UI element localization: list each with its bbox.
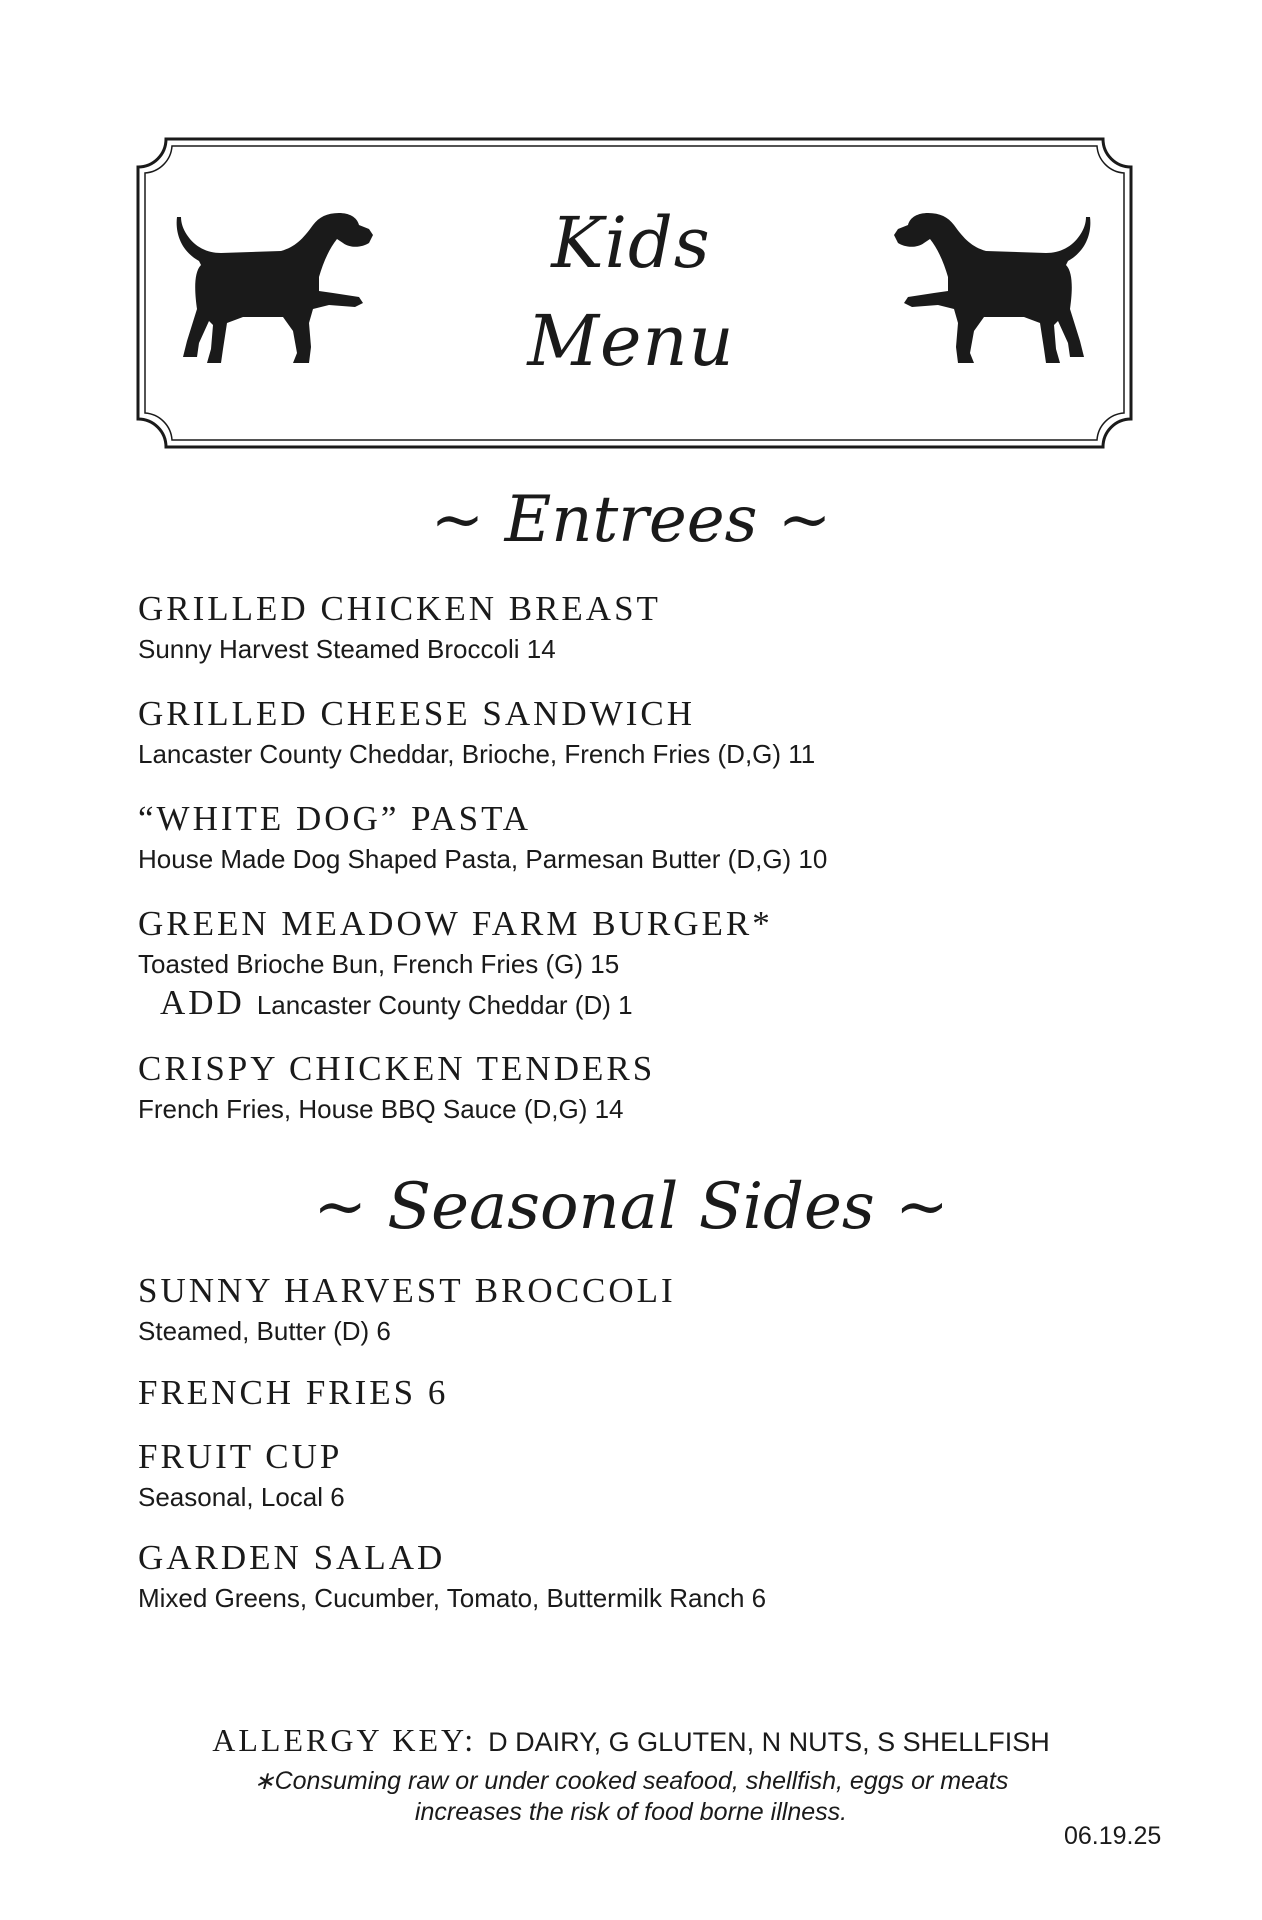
entree-desc: Sunny Harvest Steamed Broccoli 14 — [138, 634, 556, 664]
side-name: FRENCH FRIES 6 — [138, 1373, 449, 1412]
side-name: FRUIT CUP — [138, 1437, 343, 1476]
dog-icon — [173, 213, 383, 368]
entree-desc: Lancaster County Cheddar, Brioche, French Fries (D,G) 11 — [138, 739, 816, 769]
side-desc: Steamed, Butter (D) 6 — [138, 1316, 391, 1346]
entree-name: CRISPY CHICKEN TENDERS — [138, 1049, 656, 1088]
entree-name: “WHITE DOG” PASTA — [138, 799, 531, 838]
menu-date: 06.19.25 — [1064, 1822, 1162, 1850]
entree-desc: Toasted Brioche Bun, French Fries (G) 15 — [138, 949, 620, 979]
entree-desc: French Fries, House BBQ Sauce (D,G) 14 — [138, 1094, 624, 1124]
side-desc: Seasonal, Local 6 — [138, 1482, 345, 1512]
entree-desc: House Made Dog Shaped Pasta, Parmesan Butter (D,G) 10 — [138, 844, 828, 874]
dog-icon — [884, 213, 1094, 368]
add-on-line — [160, 983, 633, 1023]
food-safety-notice: increases the risk of food borne illness. — [414, 1798, 848, 1826]
entree-name: GRILLED CHICKEN BREAST — [138, 589, 661, 628]
menu-title-kids: Kids — [551, 202, 711, 284]
entree-name: GRILLED CHEESE SANDWICH — [138, 694, 696, 733]
allergy-key-text: D DAIRY, G GLUTEN, N NUTS, S SHELLFISH — [488, 1727, 1050, 1757]
side-desc: Mixed Greens, Cucumber, Tomato, Buttermilk Ranch 6 — [138, 1583, 767, 1613]
entree-name: GREEN MEADOW FARM BURGER* — [138, 904, 773, 943]
allergy-key — [0, 1722, 1262, 1759]
add-on-label: ADD — [160, 983, 245, 1022]
sides-heading: ~ Seasonal Sides ~ — [313, 1170, 949, 1244]
allergy-key-label: ALLERGY KEY: — [212, 1722, 477, 1758]
menu-title-menu: Menu — [527, 300, 735, 382]
entrees-heading: ~ Entrees ~ — [430, 483, 832, 557]
side-name: GARDEN SALAD — [138, 1538, 446, 1577]
side-name: SUNNY HARVEST BROCCOLI — [138, 1271, 676, 1310]
add-on-desc: Lancaster County Cheddar (D) 1 — [256, 990, 633, 1020]
food-safety-notice: ∗Consuming raw or under cooked seafood, shellfish, eggs or meats — [253, 1767, 1009, 1795]
